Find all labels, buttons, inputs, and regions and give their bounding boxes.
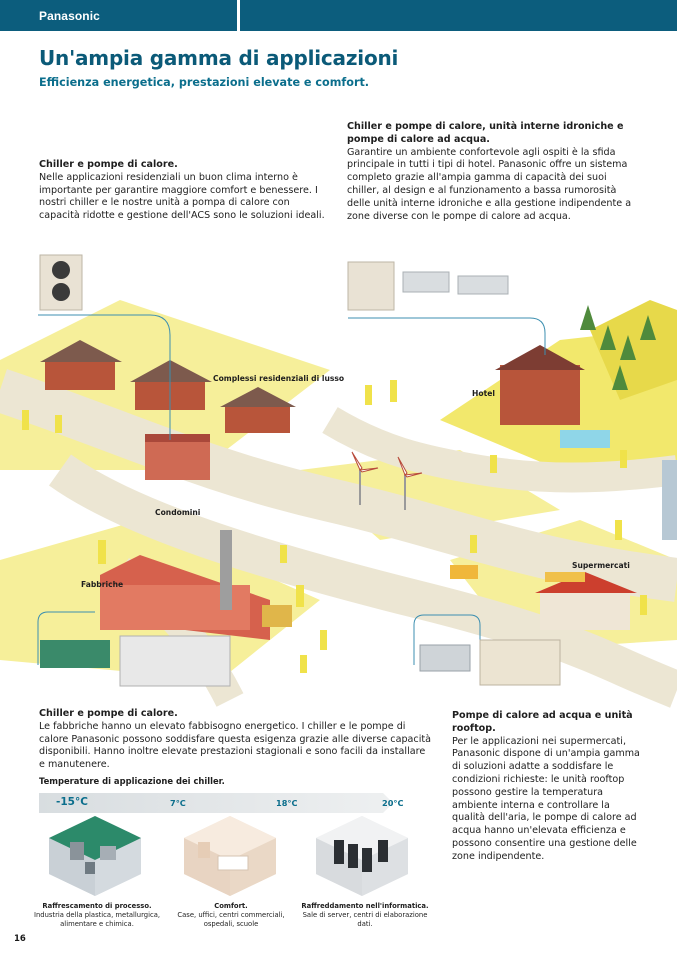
header-divider	[237, 0, 240, 31]
page-title: Un'ampia gamma di applicazioni	[39, 46, 399, 70]
temperature-band	[39, 793, 393, 813]
label-factories: Fabbriche	[81, 580, 124, 589]
room-caption-comfort-desc: Case, uffici, centri commerciali, ospedali, scuole	[177, 911, 285, 928]
residential-block	[39, 159, 329, 223]
residential-heading: Chiller e pompe di calore.	[39, 159, 178, 170]
room-caption-process-desc: Industria della plastica, metallurgica, alimentare e chimica.	[33, 911, 161, 928]
rooftop-body: Per le applicazioni nei supermercati, Panasonic dispone di un'ampia gamma di soluzioni adatte a soddisfare le condizioni richieste: le unità rooftop possono gestire la temperatura ambiente interna e controllare la qualità dell'aria, le pompe di calore ad acqua hanno un'elevata efficienza e possono consentire una gestione delle zone indipendente.	[452, 735, 640, 862]
industry-body: Le fabbriche hanno un elevato fabbisogno energetico. I chiller e le pompe di calore Panasonic possono soddisfare questa esigenza grazie alle diverse capacità disponibili. Hanno inoltre elevate prestazioni stagionali e sono facili da installare e manutenere.	[39, 720, 432, 771]
temperature-title: Temperature di applicazione dei chiller.	[39, 776, 225, 786]
room-caption-comfort-title: Comfort.	[214, 902, 248, 910]
label-luxury-residential: Complessi residenziali di lusso	[213, 374, 345, 383]
temp-label-18: 18°C	[276, 798, 298, 808]
server-room	[312, 812, 412, 900]
room-caption-it-title: Raffreddamento nell'informatica.	[301, 902, 429, 910]
label-supermarkets: Supermercati	[572, 561, 630, 570]
page-subtitle: Efficienza energetica, prestazioni elevate e comfort.	[39, 76, 370, 89]
process-cooling-room	[45, 812, 145, 900]
industry-heading: Chiller e pompe di calore.	[39, 708, 178, 719]
comfort-room	[180, 812, 280, 900]
temp-label-minus15: -15°C	[56, 796, 88, 808]
room-caption-it	[300, 902, 430, 929]
label-hotel: Hotel	[472, 389, 495, 398]
hotel-heading: Chiller e pompe di calore, unità interne idroniche e pompe di calore ad acqua.	[347, 121, 624, 145]
room-caption-it-desc: Sale di server, centri di elaborazione dati.	[302, 911, 428, 928]
room-caption-process-title: Raffrescamento di processo.	[42, 902, 152, 910]
label-condominiums: Condomini	[155, 508, 201, 517]
residential-body: Nelle applicazioni residenziali un buon clima interno è importante per garantire maggiore comfort e benessere. I nostri chiller e le nostre unità a pompa di calore con capacità ridotte e gestione dell'ACS sono le soluzioni ideali.	[39, 171, 325, 222]
room-caption-process	[32, 902, 162, 929]
brand-logo[interactable]: Panasonic	[39, 9, 100, 23]
temp-label-7: 7°C	[170, 798, 186, 808]
header-bar	[0, 0, 677, 31]
page-number: 16	[14, 934, 26, 944]
temp-label-20: 20°C	[382, 798, 404, 808]
room-caption-comfort	[166, 902, 296, 929]
industry-block	[39, 708, 431, 772]
hotel-block	[347, 121, 635, 223]
rooftop-block	[452, 710, 644, 864]
rooftop-heading: Pompe di calore ad acqua e unità rooftop.	[452, 710, 633, 734]
hotel-body: Garantire un ambiente confortevole agli ospiti è la sfida principale in tutti i tipi di hotel. Panasonic offre un sistema completo grazie all'ampia gamma di capacità dei suoi chiller, al design e al funzionamento a bassa rumorosità delle unità interne idroniche e alla gestione indipendente a zone diverse con le pompe di calore ad acqua.	[347, 146, 632, 222]
city-illustration	[0, 240, 677, 710]
